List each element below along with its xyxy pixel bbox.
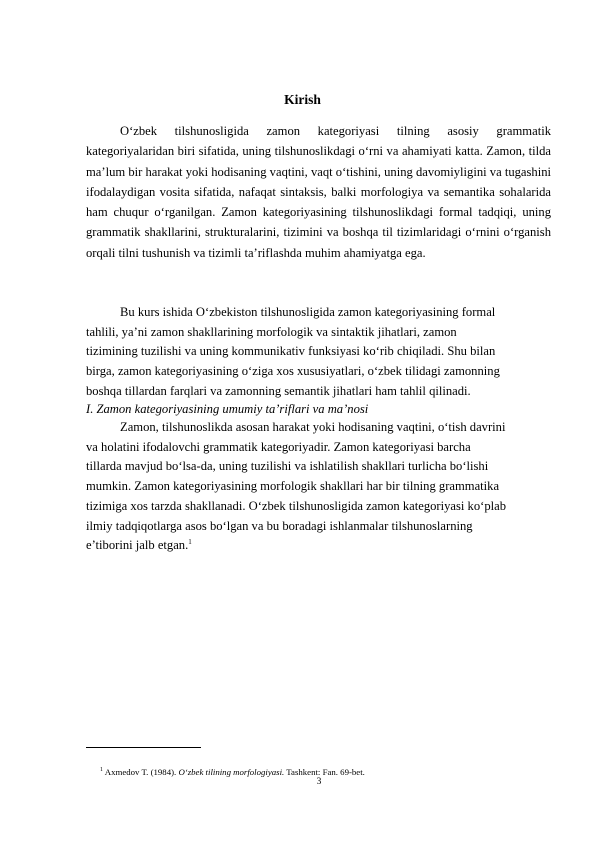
paragraph-line-text: e’tiborini jalb etgan. (86, 538, 189, 553)
footnote-reference[interactable]: 1 (188, 538, 192, 547)
paragraph-line: tillarda mavjud bo‘lsa-da, uning tuzilishi va ishlatilish shakllari turlicha bo‘lishi (86, 459, 489, 474)
paragraph-line: tizimining tuzilishi va uning kommunikativ funksiyasi ko‘rib chiqiladi. Shu bilan (86, 344, 496, 359)
intro-paragraph (86, 121, 551, 263)
footnote-author: Axmedov T. (1984). (104, 767, 177, 777)
paragraph-line: va holatini ifodalovchi grammatik kategoriyadir. Zamon kategoriyasi barcha (86, 439, 471, 454)
definition-paragraph (86, 418, 556, 556)
footnote-book-title: O‘zbek tilining morfologiyasi. (178, 767, 285, 777)
paragraph-line: ilmiy tadqiqotlarga asos bo‘lgan va bu boradagi ishlanmalar tilshunoslarning (86, 518, 473, 533)
intro-paragraph-text: O‘zbek tilshunosligida zamon kategoriyasi tilning asosiy grammatik kategoriyalaridan biri sifatida, uning tilshunoslikdagi o‘rni va ahamiyati katta. Zamon, tilda ma’lum bir harakat yoki hodisaning vaqtini, vaqt o‘tishini, uning davomiyligini va tugashini ifodalaydigan vosita sifatida, nafaqat sintaksis, balki morfologiya va semantika sohalarida ham chuqur o‘rganilgan. Zamon kategoriyasining tilshunoslikdagi formal tadqiqi, uning grammatik shakllarini, strukturalarini, tizimini va boshqa til tizimlaridagi o‘rnini o‘rganish orqali tilni tushunish va tizimli ta’riflashda muhim ahamiyatga ega. (86, 124, 551, 260)
paragraph-indent (86, 124, 120, 138)
section-heading: I. Zamon kategoriyasining umumiy ta’riflari va ma’nosi (86, 402, 369, 416)
footnote-publisher: Tashkent: Fan. 69-bet. (286, 767, 365, 777)
footnote-number: 1 (100, 767, 103, 773)
paragraph-line: boshqa tillardan farqlari va zamonning semantik jihatlari ham tahlil qilinadi. (86, 383, 471, 398)
paragraph-line-last (86, 536, 556, 556)
paragraph-line: mumkin. Zamon kategoriyasining morfologik shakllari har bir tilning grammatika (86, 479, 500, 494)
paragraph-line: Zamon, tilshunoslikda asosan harakat yoki hodisaning vaqtini, o‘tish davrini (120, 420, 506, 434)
scope-paragraph (86, 303, 551, 402)
paragraph-line: Bu kurs ishida O‘zbekiston tilshunosligida zamon kategoriyasining formal (120, 305, 496, 319)
page-number: 3 (316, 777, 322, 787)
paragraph-line: tizimiga xos tarzda shakllanadi. O‘zbek tilshunosligida zamon kategoriyasi ko‘plab (86, 498, 507, 513)
paragraph-line: tahlili, ya’ni zamon shakllarining morfologik va sintaktik jihatlari, zamon (86, 324, 457, 339)
paragraph-line: birga, zamon kategoriyasining o‘ziga xos xususiyatlari, o‘zbek tilidagi zamonning (86, 364, 500, 379)
footnote-separator (86, 747, 201, 748)
page-title: Kirish (284, 92, 321, 107)
